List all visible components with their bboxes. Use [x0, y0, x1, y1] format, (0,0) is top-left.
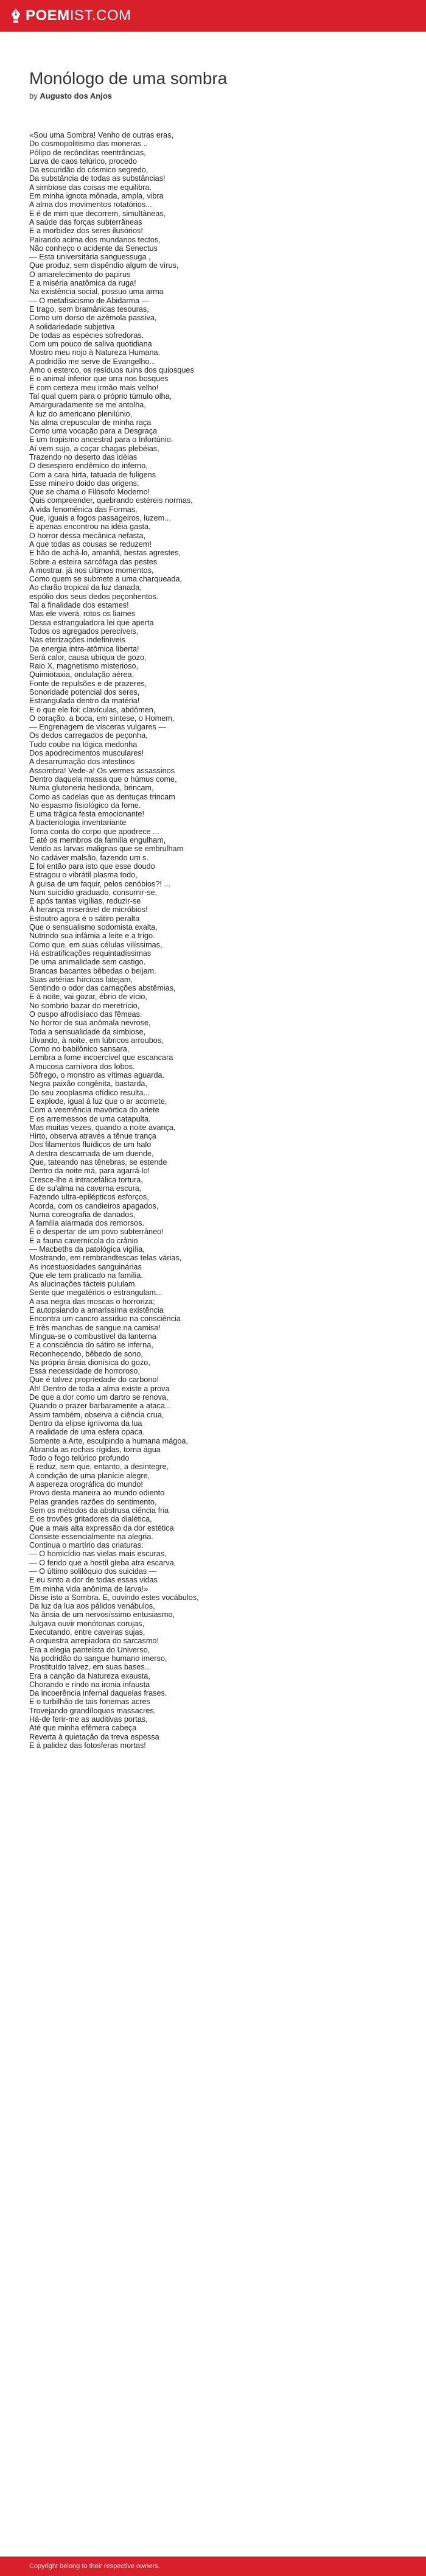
poem-line: E os trovões gritadores da dialética,	[29, 1515, 152, 1524]
poem-line: No sombrio bazar do meretrício,	[29, 1001, 140, 1010]
poem-line: Em minha ignota mônada, ampla, vibra	[29, 192, 164, 201]
poem-line: — O ferido que a hostil gleba atra escarva,	[29, 1558, 176, 1567]
poem-line: Quimiotaxia, ondulação aérea,	[29, 670, 134, 679]
poem-line: O desespero endêmico do inferno,	[29, 462, 148, 471]
poem-line: De todas as espécies sofredoras.	[29, 331, 144, 340]
poem-line: Quando o prazer barbaramente a ataca...	[29, 1402, 172, 1411]
poem-line: Mostrando, em rembrandtescas telas várias,	[29, 1254, 182, 1263]
poem-line: E o que ele foi: clavículas, abdômen,	[29, 705, 156, 714]
poem-line: Míngua-se o combustível da lanterna	[29, 1332, 156, 1341]
poem-line: Dentro daquela massa que o húmus come,	[29, 774, 177, 784]
poem-line: Todos os agregados perecíveis,	[29, 626, 139, 636]
poem-line: Como um dorso de azêmola passiva,	[29, 314, 157, 323]
poem-line: Pólipo de recônditas reentrâncias,	[29, 148, 146, 157]
poem-line: Há-de ferir-me as auditivas portas,	[29, 1715, 148, 1724]
poem-line: A solidariedade subjetiva	[29, 322, 115, 331]
site-header	[0, 0, 426, 32]
site-logo[interactable]	[11, 7, 131, 24]
poem-line: Em minha vida anônima de larva!»	[29, 1584, 148, 1593]
poem-line: Dos apodrecimentos musculares!	[29, 749, 144, 758]
poem-line: Sentindo o odor das carnações abstêmias,	[29, 984, 176, 993]
poem-line: Abranda as rochas rígidas, torna água	[29, 1445, 161, 1454]
poem-line: Cresce-lhe a intracefálica tortura,	[29, 1175, 143, 1184]
poem-line: Como as cadelas que as dentuças trincam	[29, 792, 175, 801]
poem-line: Sôfrego, o monstro as vítimas aguarda.	[29, 1071, 165, 1080]
poem-line: Sonoridade potencial dos seres,	[29, 688, 140, 697]
poem-line: Dos filamentos fluídicos de um halo	[29, 1140, 152, 1149]
poem-line: Reverta à quietação da treva espessa	[29, 1732, 159, 1741]
poem-line: E após tantas vigílias, reduzir-se	[29, 897, 141, 906]
poem-line: Que, iguais a fogos passageiros, luzem...	[29, 514, 171, 523]
poem-line: Continua o martírio das criaturas:	[29, 1541, 144, 1550]
poem-line: E os arremessos de uma catapulta.	[29, 1114, 151, 1123]
poem-line: Nas eterizações indefiníveis	[29, 636, 125, 645]
poem-line: A bacteriologia inventariante	[29, 818, 127, 827]
poem-line: E a consciência do sátiro se inferna,	[29, 1341, 153, 1350]
poem-line: E um tropismo ancestral para o Infortúnio.	[29, 435, 173, 444]
poem-line: Na alma crepuscular de minha raça	[29, 418, 152, 427]
poem-line: — O homicídio nas vielas mais escuras,	[29, 1549, 167, 1559]
poem-line: Há estratificações requintadíssimas	[29, 949, 152, 958]
poem-line: Prostituído talvez, em suas bases...	[29, 1663, 152, 1672]
poem-line: E o animal inferior que urra nos bosques	[29, 374, 169, 384]
poem-line: É uma trágica festa emocionante!	[29, 810, 145, 819]
poem-line: Que produz, sem dispêndio algum de vírus,	[29, 261, 179, 270]
poem-line: Numa coreografia de danados,	[29, 1210, 136, 1219]
poem-line: Fazendo ultra-epilépticos esforços,	[29, 1193, 149, 1202]
poem-line: Tal a finalidade dos estames!	[29, 601, 129, 610]
poem-line: A asa negra das moscas o horroriza;	[29, 1297, 155, 1306]
poem-line: A desarrumação dos intestinos	[29, 757, 135, 767]
poem-line: Da substância de todas as substâncias!	[29, 174, 166, 183]
poem-line: Trazendo no deserto das idéias	[29, 452, 138, 462]
poem-line: E até os membros da família engulham,	[29, 836, 166, 845]
copyright-text: Copyright belong to their respective owners.	[29, 2563, 160, 2570]
poem-line: — O metafisicismo de Abidarma —	[29, 296, 150, 305]
poem-line: Acorda, com os candieiros apagados,	[29, 1201, 159, 1210]
poem-line: E é de mim que decorrem, simultâneas,	[29, 209, 166, 218]
poem-line: Que a mais alta expressão da dor estética	[29, 1523, 174, 1532]
poem-title: Monólogo de uma sombra	[29, 69, 228, 88]
poem-line: A aspereza orográfica do mundo!	[29, 1480, 143, 1489]
poem-line: Toma conta do corpo que apodrece ...	[29, 827, 159, 836]
poem-line: Ah! Dentro de toda a alma existe a prova	[29, 1384, 170, 1393]
poem-line: Era a canção da Natureza exausta,	[29, 1671, 150, 1680]
poem-line: A alma dos movimentos rotatórios...	[29, 200, 152, 209]
site-footer	[0, 2557, 426, 2576]
poem-line: Todo o fogo telúrico profundo	[29, 1454, 130, 1463]
poem-line: Raio X, magnetismo misterioso,	[29, 662, 139, 671]
poem-line: Quis compreender, quebrando estéreis normas,	[29, 496, 193, 505]
poem-line: Na ânsia de um nervosíssimo entusiasmo,	[29, 1610, 175, 1620]
poem-line: A família alarmada dos remorsos.	[29, 1219, 144, 1228]
poem-line: E três manchas de sangue na camisa!	[29, 1323, 161, 1332]
poem-line: Do seu zooplasma ofídico resulta...	[29, 1088, 150, 1097]
poem-line: Sobre a esteira sarcófaga das pestes	[29, 557, 158, 566]
poem-line: É com certeza meu irmão mais velho!	[29, 383, 159, 392]
poem-line: As incestuosidades sanguinárias	[29, 1262, 142, 1271]
poem-line: E foi então para isto que esse doudo	[29, 862, 155, 871]
poem-line: Numa glutoneria hedionda, brincam,	[29, 784, 154, 793]
poem-line: É a fauna cavernícola do crânio	[29, 1236, 138, 1245]
poem-line: À guisa de um faquir, pelos cenóbios?! ...	[29, 879, 171, 888]
poem-line: Pairando acima dos mundanos tectos,	[29, 235, 161, 244]
poem-line: Tal qual quem para o próprio túmulo olha,	[29, 391, 172, 401]
poem-line: Esse mineiro doido das origens,	[29, 479, 139, 488]
poem-line: Com a veemência mavórtica do ariete	[29, 1106, 159, 1115]
poem-line: O amarelecimento do papirus	[29, 270, 131, 279]
poem-line: Dentro da noite má, para agarrá-lo!	[29, 1167, 150, 1176]
poem-line: Provo desta maneira ao mundo odiento	[29, 1489, 165, 1498]
poem-line: O cuspo afrodisíaco das fêmeas.	[29, 1009, 142, 1019]
poem-line: De uma animalidade sem castigo.	[29, 958, 146, 967]
poem-line: As alucinações tácteis pululam.	[29, 1280, 138, 1289]
poem-line: Mas ele viverá, rotos os liames	[29, 609, 136, 619]
poem-line: Nutrindo sua infâmia a leite e a trigo.	[29, 932, 155, 941]
poem-line: Ao clarão tropical da luz danada,	[29, 583, 142, 592]
poem-line: E autopsiando a amaríssima existência	[29, 1306, 164, 1315]
poem-line: O horror dessa mecânica nefasta,	[29, 531, 146, 540]
poem-line: E apenas encontrou na idéia gasta,	[29, 522, 151, 532]
poem-line: E de su'alma na caverna escura,	[29, 1184, 142, 1193]
poem-line: E eu sinto a dor de todas essas vidas	[29, 1576, 158, 1585]
poem-line: Não conheço o acidente da Senectus	[29, 244, 158, 253]
poem-line: Os dedos carregados de peçonha,	[29, 731, 148, 740]
poem-line: Uivando, à noite, em lúbricos arroubos,	[29, 1036, 164, 1045]
poem-line: A vida fenomênica das Formas,	[29, 505, 138, 514]
poem-line: E a morbidez dos seres ilusórios!	[29, 226, 143, 236]
poem-line: Dentro da elipse ignívoma da lua	[29, 1419, 142, 1428]
poem-line: A destra descarnada de um duende,	[29, 1149, 154, 1158]
poem-line: Assombra! Vede-a! Os vermes assassinos	[29, 766, 175, 775]
poem-line: — Macbeths da patológica vigília,	[29, 1245, 145, 1254]
poem-line: A podridão me serve de Evangelho...	[29, 357, 156, 366]
poem-line: Brancas bacantes bêbedas o beijam.	[29, 966, 156, 975]
poem-line: Amo o esterco, os resíduos ruins dos quiosques	[29, 366, 194, 375]
poem-line: Executando, entre caveiras sujas,	[29, 1628, 145, 1637]
poem-line: Julgava ouvir monótonas corujas,	[29, 1619, 145, 1628]
site-logo-text: POEMIST.COM	[26, 7, 131, 24]
poem-line: Será calor, causa ubíqua de gozo,	[29, 653, 147, 662]
pen-nib-icon	[11, 9, 21, 23]
poem-line: Pelas grandes razões do sentimento,	[29, 1497, 157, 1506]
poem-line: Vendo as larvas malignas que se embrulham	[29, 844, 184, 854]
poem-line: Suas artérias hírcicas latejam,	[29, 975, 133, 984]
poem-line: Sem os métodos da abstrusa ciência fria	[29, 1506, 169, 1515]
poem-line: De que a dor como um dartro se renova,	[29, 1393, 169, 1402]
poem-line: A saúde das forças subterrâneas	[29, 217, 142, 226]
poem-line: Que ele tem praticado na família.	[29, 1271, 143, 1280]
poem-line: Da energia intra-atômica liberta!	[29, 644, 139, 653]
poem-line: Da incoerência infernal daquelas frases.	[29, 1689, 167, 1698]
poem-line: — O último solilóquio dos suicidas —	[29, 1567, 157, 1576]
poem-line: E à noite, vai gozar, ébrio de vício,	[29, 992, 147, 1002]
poem-line: É o despertar de um povo subterrâneo!	[29, 1227, 164, 1237]
poem-line: E à palidez das fotosferas mortas!	[29, 1741, 146, 1750]
poem-line: Dessa estranguladora lei que aperta	[29, 618, 154, 627]
poem-line: Negra paixão congênita, bastarda,	[29, 1079, 147, 1089]
poem-line: Estrangulada dentro da matéria!	[29, 697, 140, 706]
poem-line: Trovejando grandíloquos massacres,	[29, 1706, 156, 1715]
poem-line: A realidade de uma esfera opaca.	[29, 1428, 145, 1437]
poem-content	[29, 68, 397, 1750]
poem-line: E reduz, sem que, entanto, a desintegre,	[29, 1462, 169, 1472]
poem-line: Que é talvez propriedade do carbono!	[29, 1375, 159, 1385]
poem-line: Reconhecendo, bêbedo de sono,	[29, 1349, 143, 1358]
poem-line: E explode, igual à luz que o ar acomete,	[29, 1097, 167, 1106]
poem-line: Como quem se submete a uma charqueada,	[29, 575, 183, 584]
poem-byline	[29, 91, 397, 102]
poem-line: Com a cara hirta, tatuada de fuligens	[29, 470, 156, 479]
poem-line: Amarguradamente se me antolha,	[29, 401, 146, 410]
poem-line: E a miséria anatômica da ruga!	[29, 279, 136, 288]
poem-line: Larva de caos telúrico, procedo	[29, 156, 138, 166]
poem-line: Da escuridão do cósmico segredo,	[29, 166, 148, 175]
poem-line: Que o sensualismo sodomista exalta,	[29, 923, 158, 932]
poem-line: Sente que megatérios o estrangulam...	[29, 1288, 162, 1297]
poem-line: O coração, a boca, em síntese, o Homem,	[29, 714, 175, 723]
poem-line: Que se chama o Filósofo Moderno!	[29, 488, 150, 497]
poem-line: Era a elegia panteísta do Universo,	[29, 1645, 150, 1654]
poem-line: — Engrenagem de vísceras vulgares —	[29, 723, 166, 732]
poem-line: Na podridão do sangue humano imerso,	[29, 1654, 167, 1663]
poem-line: A mostrar, já nos últimos momentos,	[29, 566, 154, 575]
poem-line: Lembra a fome incoercível que escancara	[29, 1053, 173, 1062]
poem-line: No cadáver malsão, fazendo um s.	[29, 853, 149, 862]
poem-line: À condição de uma planície alegre,	[29, 1471, 150, 1480]
poem-line: — Esta universitária sanguessuga ,	[29, 253, 151, 262]
poem-line: Do cosmopolitismo das moneras...	[29, 139, 148, 149]
poem-line: espólio dos seus dedos peçonhentos.	[29, 592, 159, 601]
poem-line: Com um pouco de saliva quotidiana	[29, 340, 152, 349]
poem-line: À luz do americano plenilúnio,	[29, 409, 133, 418]
poem-line: À herança miserável de micróbios!	[29, 905, 148, 914]
poem-line: Mas muitas vezes, quando a noite avança,	[29, 1123, 176, 1132]
poem-line: No espasmo fisiológico da fome.	[29, 801, 141, 810]
poem-line: Na existência social, possuo uma arma	[29, 287, 164, 297]
poem-line: A simbiose das coisas me equilibra.	[29, 183, 152, 192]
poem-line: Na própria ânsia dionísica do gozo,	[29, 1358, 150, 1367]
poem-line: Como que, em suas células vilíssimas,	[29, 940, 162, 949]
poem-line: Num suicídio graduado, consumir-se,	[29, 888, 158, 897]
poem-line: Disse isto a Sombra. E, ouvindo estes vocábulos,	[29, 1593, 199, 1602]
poem-line: E hão de achá-lo, amanhã, bestas agrestes,	[29, 549, 181, 558]
poem-line: A que todas as cousas se reduzem!	[29, 539, 152, 549]
poem-line: Somente a Arte, esculpindo a humana mágoa,	[29, 1436, 188, 1445]
poem-line: E o turbilhão de tais fonemas acres	[29, 1697, 150, 1707]
poem-line: Hirto, observa através a tênue trança	[29, 1132, 156, 1141]
poem-line: No horror de sua anômala nevrose,	[29, 1019, 151, 1028]
poem-line: E trago, sem bramânicas tesouras,	[29, 304, 149, 314]
poem-line: Assim também, observa a ciência crua,	[29, 1410, 164, 1419]
poem-line: Essa necessidade de horroroso,	[29, 1367, 140, 1376]
poem-line: Chorando e rindo na ironia infausta	[29, 1680, 150, 1689]
poem-line: Consiste essencialmente na alegria.	[29, 1532, 153, 1541]
poem-line: Mostro meu nojo à Natureza Humana.	[29, 348, 161, 357]
poem-line: Até que minha efêmera cabeça	[29, 1724, 137, 1733]
poem-line: Estoutro agora é o sátiro peralta	[29, 914, 140, 923]
poem-line: Fonte de repulsões e de prazeres,	[29, 679, 147, 688]
poem-line: A mucosa carnívora dos lobos.	[29, 1062, 135, 1071]
poem-line: «Sou uma Sombra! Venho de outras eras,	[29, 131, 173, 139]
poem-line: Toda a sensualidade da simbiose,	[29, 1027, 146, 1036]
poem-line: Estragou o vibrátil plasma todo,	[29, 871, 138, 880]
poem-line: Tudo coube na lógica medonha	[29, 740, 138, 749]
poem-line: Da luz da lua aos pálidos venábulos,	[29, 1602, 155, 1611]
poem-line: Como uma vocação para a Desgraça	[29, 427, 158, 436]
poem-line: Encontra um cancro assíduo na consciência	[29, 1314, 181, 1324]
poem-line: Aí vem sujo, a coçar chagas plebéias,	[29, 444, 159, 453]
by-label: by	[29, 91, 38, 100]
poem-body	[29, 131, 397, 1750]
author-link[interactable]: Augusto dos Anjos	[40, 91, 113, 100]
poem-line: Que, tateando nas tênebras, se estende	[29, 1158, 167, 1167]
poem-line: A orquestra arrepiadora do sarcasmo!	[29, 1637, 159, 1646]
poem-line: Como no babilônico sansara,	[29, 1045, 130, 1054]
